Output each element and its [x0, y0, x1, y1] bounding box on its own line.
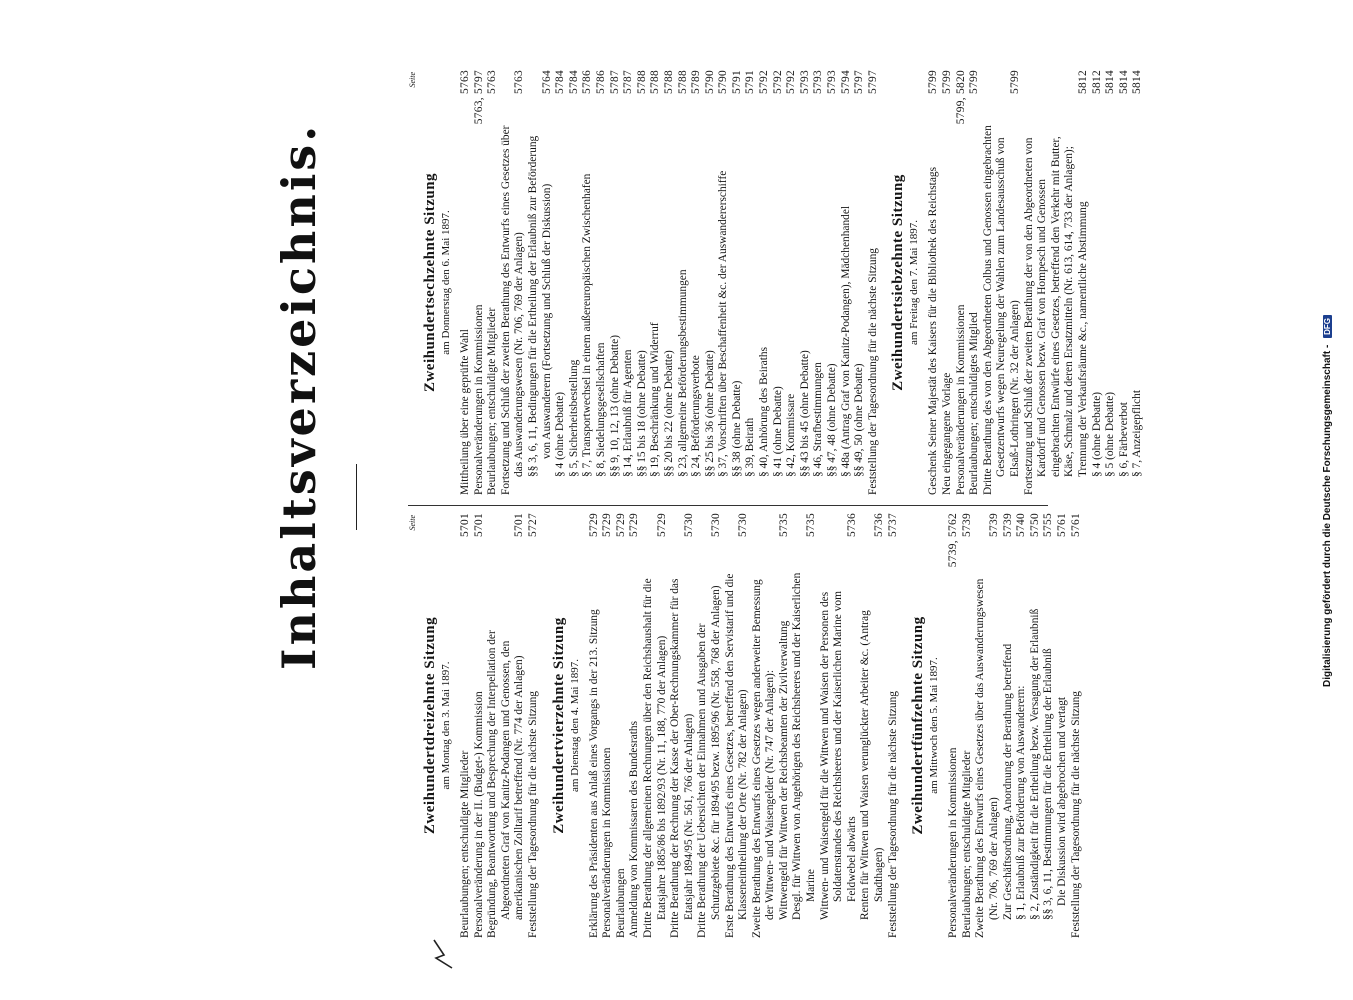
entry-text: Zur Geschäftsordnung, Anordnung der Berathung betreffend — [1001, 643, 1014, 920]
session-title: Zweihundertsiebzehnte Sitzung — [890, 174, 907, 391]
entry-page-number: 5736 — [845, 513, 858, 537]
entry-page-number: 5794 — [839, 70, 852, 94]
toc-entry — [628, 513, 642, 938]
entry-page-number: 5791 — [730, 70, 743, 94]
entry-text: Personalveränderung in der II. (Budget-) Kommission — [472, 691, 485, 938]
entry-page-number: 5737 — [886, 513, 899, 537]
entry-page-number: 5740 — [1015, 513, 1028, 537]
entry-text: § 37, Vorschriften über Beschaffenheit &c. der Auswandererschiffe — [717, 170, 730, 477]
entry-page-number: 5736 — [873, 513, 886, 537]
entry-text: Neu eingegangene Vorlage — [941, 372, 953, 495]
session-date: am Dienstag den 4. Mai 1897. — [568, 659, 581, 792]
footer-text: Digitalisierung gefördert durch die Deutsche Forschungsgemeinschaft - — [1322, 344, 1333, 687]
entry-page-number: 5814 — [1104, 70, 1117, 94]
toc-entry — [731, 70, 745, 495]
entry-text: § 19, Beschränkung und Widerruf — [649, 322, 662, 477]
entry-page-number: 5763 — [513, 70, 526, 94]
entry-text: Erklärung des Präsidenten aus Anlaß eines Vorgangs in der 213. Sitzung — [587, 609, 600, 938]
session-title: Zweihundertfünfzehnte Sitzung — [910, 616, 927, 835]
entry-text: §§ 15 bis 18 (ohne Debatte) — [635, 350, 648, 477]
entry-page-number: 5812 — [1090, 70, 1103, 94]
toc-entry — [609, 70, 623, 495]
entry-page-number: 5789 — [690, 70, 703, 94]
entry-text: Anmeldung von Kommissaren des Bundesraths — [628, 720, 641, 938]
entry-text: Dritte Berathung der Uebersichten der Einnahmen und Ausgaben der Schutzgebiete &c. für 1894/95 bezw. 1895/96 (Nr. 558, 768 der Anlagen) — [696, 585, 722, 938]
toc-entry — [961, 513, 975, 938]
entry-text: § 8, Siedelungsgesellschaften — [594, 342, 607, 477]
entry-text: §§ 25 bis 36 (ohne Debatte) — [703, 350, 716, 477]
toc-entry — [947, 513, 961, 938]
entry-text: §§ 47, 48 (ohne Debatte) — [826, 363, 839, 477]
toc-entry — [941, 70, 955, 495]
entry-text: § 4 (ohne Debatte) — [554, 391, 567, 477]
entry-page-number: 5792 — [785, 70, 798, 94]
entry-text: §§ 3, 6, 11, Bestimmungen für die Ertheilung der Erlaubniß — [1042, 648, 1055, 920]
entry-page-number: 5729 — [655, 513, 668, 537]
entry-text: § 42, Kommissare — [785, 393, 798, 477]
toc-entry — [473, 513, 487, 938]
toc-entry — [649, 70, 663, 495]
entry-page-number: 5788 — [662, 70, 675, 94]
entry-page-number: 5729 — [628, 513, 641, 537]
entry-page-number: 5729 — [587, 513, 600, 537]
toc-entry — [1029, 513, 1043, 938]
session-date: am Freitag den 7. Mai 1897. — [908, 220, 921, 345]
entry-page-number: 5764 — [540, 70, 553, 94]
toc-entry — [744, 70, 758, 495]
toc-entry — [486, 513, 527, 938]
entry-page-number: 5727 — [526, 513, 539, 537]
entry-text: Fortsetzung und Schluß der zweiten Berathung der von den Abgeordneten von Kardorff und Genossen bezw. Graf von Hompesch und Genossen eingebrachten Entwürfe eines Gesetzes, betreffend den Verkehr mit Butter, Käse, Schmalz und deren Ersatzmitteln (Nr. 613, 614, 733 der Anlagen); Trennung der Verkaufsräume &c., namentliche Abstimmung — [1022, 136, 1089, 495]
entry-text: Feststellung der Tagesordnung für die nächste Sitzung — [1069, 690, 1082, 938]
left-column — [408, 513, 1092, 938]
session-date: am Donnerstag den 6. Mai 1897. — [440, 210, 452, 355]
toc-entry — [1015, 513, 1029, 938]
entry-text: § 7, Anzeigepflicht — [1131, 390, 1144, 477]
entry-text: § 48a (Antrag Graf von Kanitz-Podangen), Mädchenhandel — [839, 205, 852, 477]
pencil-mark-icon — [430, 936, 456, 972]
toc-entry — [819, 513, 860, 938]
toc-entry — [799, 70, 813, 495]
toc-entry — [677, 70, 691, 495]
session-block — [421, 70, 880, 495]
entry-page-number: 5761 — [1055, 513, 1068, 537]
toc-entry — [1023, 70, 1091, 495]
entry-text: §§ 43 bis 45 (ohne Debatte) — [798, 350, 811, 477]
right-column — [408, 70, 1154, 495]
session-title: Zweihundertvierzehnte Sitzung — [550, 617, 567, 834]
entry-page-number: 5797 — [866, 70, 879, 94]
toc-entry — [785, 70, 799, 495]
entry-text: Wittwengeld für Wittwen der Reichsbeamten der Zivilverwaltung — [777, 620, 790, 920]
toc-entry — [955, 70, 969, 495]
entry-page-number: 5799 — [941, 70, 953, 94]
entry-page-number: 5784 — [554, 70, 567, 94]
entry-page-number: 5790 — [703, 70, 716, 94]
entry-text: Die Diskussion wird abgebrochen und vertagt — [1055, 696, 1068, 906]
entry-text: Renten für Wittwen und Waisen verunglückter Arbeiter &c. (Antrag Stadthagen) — [859, 610, 886, 920]
toc-entry — [1131, 70, 1145, 495]
entry-text: § 14, Erlaubniß für Agenten — [622, 349, 635, 477]
toc-entry — [554, 70, 568, 495]
toc-entry — [758, 70, 772, 495]
toc-entry — [473, 70, 487, 495]
entry-text: Mittheilung über eine geprüfte Wahl — [459, 329, 471, 495]
toc-entry — [595, 70, 609, 495]
session-block — [550, 513, 901, 938]
entry-page-number: 5788 — [649, 70, 662, 94]
toc-entry — [982, 70, 1023, 495]
entry-page-number: 5730 — [682, 513, 695, 537]
entry-text: Dritte Berathung des von den Abgeordneten Colbus und Genossen eingebrachten Gesetzentwurfs wegen Neuregelung der Wahlen zum Landesausschuß von Elsaß-Lothringen (Nr. 32 der Anlagen) — [981, 125, 1021, 495]
toc-entry — [1091, 70, 1105, 495]
entry-text: Beurlaubungen; entschuldigte Mitglieder — [486, 307, 499, 495]
toc-entry — [791, 513, 818, 938]
toc-entry — [1002, 513, 1016, 938]
toc-entry — [859, 513, 886, 938]
toc-entry — [778, 513, 792, 938]
entry-text: § 41 (ohne Debatte) — [771, 386, 784, 477]
entry-page-number: 5701 — [472, 513, 485, 537]
entry-page-number: 5729 — [614, 513, 627, 537]
entry-page-number: 5750 — [1028, 513, 1041, 537]
toc-entry — [669, 513, 696, 938]
entry-text: Geschenk Seiner Majestät des Kaisers für die Bibliothek des Reichstags — [927, 166, 940, 495]
session-date: am Mittwoch den 5. Mai 1897. — [928, 657, 941, 794]
entry-text: § 46, Strafbestimmungen — [812, 362, 825, 477]
entry-page-number: 5797 — [853, 70, 866, 94]
entry-page-number: 5787 — [608, 70, 621, 94]
entry-page-number: 5739 — [988, 513, 1000, 537]
toc-entry — [867, 70, 881, 495]
entry-page-number: 5729 — [601, 513, 614, 537]
session-block — [909, 513, 1083, 938]
entry-page-number: 5739, 5762 — [947, 513, 960, 568]
entry-text: Dritte Berathung der allgemeinen Rechnungen über den Reichshaushalt für die Etatsjahre 1885/86 bis 1892/93 (Nr. 11, 188, 770 der Anlagen) — [641, 578, 668, 938]
entry-page-number: 5755 — [1042, 513, 1055, 537]
toc-entry — [812, 70, 826, 495]
entry-page-number: 5735 — [777, 513, 790, 537]
dfg-logo: DFG — [1323, 315, 1332, 338]
entry-text: § 39, Beirath — [744, 417, 757, 477]
toc-entry — [927, 70, 941, 495]
toc-entry — [690, 70, 704, 495]
entry-page-number: 5812 — [1076, 70, 1089, 94]
toc-entry — [1104, 70, 1118, 495]
toc-entry — [486, 70, 500, 495]
entry-text: Feststellung der Tagesordnung für die nächste Sitzung — [866, 247, 879, 495]
toc-entry — [601, 513, 615, 938]
entry-page-number: 5730 — [737, 513, 750, 537]
entry-page-number: 5739 — [1001, 513, 1014, 537]
toc-entry — [459, 70, 473, 495]
entry-text: § 23, allgemeine Beförderungsbestimmungen — [676, 269, 689, 477]
entry-page-number: 5787 — [622, 70, 635, 94]
toc-entry — [1070, 513, 1084, 938]
entry-text: Beurlaubungen; entschuldigtes Mitglied — [968, 312, 981, 495]
toc-entry — [840, 70, 854, 495]
toc-entry — [459, 513, 473, 938]
entry-text: § 7, Transportwechsel in einem außereuropäischen Zwischenhafen — [581, 173, 594, 477]
session-title: Zweihundertsechzehnte Sitzung — [422, 172, 438, 393]
entry-text: Fortsetzung und Schluß der zweiten Berathung des Entwurfs eines Gesetzes über das Auswanderungswesen (Nr. 706, 769 der Anlagen) — [499, 125, 526, 495]
entry-text: Personalveränderungen in Kommissionen — [947, 747, 960, 938]
toc-entry — [696, 513, 723, 938]
entry-page-number: 5791 — [744, 70, 757, 94]
entry-text: Personalveränderungen in Kommissionen — [601, 747, 614, 938]
entry-page-number: 5786 — [581, 70, 594, 94]
entry-page-number: 5735 — [805, 513, 818, 537]
entry-text: Dritte Berathung der Rechnung der Kasse der Ober-Rechnungskammer für das Etatsjahr 1894/95 (Nr. 561, 766 der Anlagen) — [669, 578, 695, 938]
entry-page-number: 5784 — [567, 70, 580, 94]
entry-page-number: 5730 — [709, 513, 722, 537]
toc-entry — [588, 513, 602, 938]
entry-page-number: 5799, 5820 — [954, 70, 967, 125]
entry-text: Beurlaubungen; entschuldigte Mitglieder — [960, 750, 973, 938]
toc-entry — [642, 513, 669, 938]
session-block — [421, 513, 541, 938]
toc-entry — [581, 70, 595, 495]
toc-entry — [1056, 513, 1070, 938]
toc-entry — [615, 513, 629, 938]
toc-entry — [704, 70, 718, 495]
entry-text: §§ 9, 10, 12, 13 (ohne Debatte) — [608, 334, 621, 477]
entry-page-number: 5701 — [513, 513, 526, 537]
entry-page-number: 5763, 5797 — [472, 70, 485, 125]
entry-text: § 1, Erlaubniß zur Beförderung von Auswanderern: — [1015, 685, 1028, 920]
entry-text: §§ 3, 6, 11, Bedingungen für die Ertheilung der Erlaubniß zur Beförderung von Auswanderern (Fortsetzung und Schluß der Diskussion) — [526, 135, 553, 477]
entry-page-number: 5739 — [960, 513, 973, 537]
entry-text: Erste Berathung des Entwurfs eines Gesetzes, betreffend den Servistarif und die Klasseneintheilung der Orte (Nr. 782 der Anlagen) — [723, 573, 750, 938]
entry-text: § 24, Beförderungsverbote — [690, 355, 703, 477]
entry-text: § 2, Zuständigkeit für die Ertheilung bezw. Versagung der Erlaubniß — [1028, 608, 1041, 920]
entry-text: Desgl. für Wittwen von Angehörigen des Reichsheeres und der Kaiserlichen Marine — [791, 572, 818, 920]
toc-entry — [500, 70, 527, 495]
entry-text: Feststellung der Tagesordnung für die nächste Sitzung — [526, 690, 539, 938]
entry-page-number: 5786 — [594, 70, 607, 94]
toc-entry — [1118, 70, 1132, 495]
entry-page-number: 5790 — [717, 70, 730, 94]
entry-page-number: 5799 — [968, 70, 981, 94]
toc-entry — [717, 70, 731, 495]
entry-text: Begründung, Beantwortung und Besprechung der Interpellation der Abgeordneten Graf von Kanitz-Podangen und Genossen, den amerikanischen Zolltarif betreffend (Nr. 774 der Anlagen) — [486, 630, 526, 938]
entry-text: Personalveränderungen in Kommissionen — [954, 304, 967, 495]
entry-text: Personalveränderungen in Kommissionen — [472, 304, 485, 495]
page-title: Inhaltsverzeichnis. — [272, 122, 326, 670]
entry-text: §§ 49, 50 (ohne Debatte) — [853, 363, 866, 477]
entry-text: Zweite Berathung des Entwurfs eines Gesetzes wegen anderweiter Bemessung der Wittwen- und Waisengelder (Nr. 747 der Anlagen): — [750, 579, 777, 938]
entry-text: §§ 20 bis 22 (ohne Debatte) — [662, 350, 675, 477]
seite-header: Seite — [408, 515, 417, 531]
toc-entry — [968, 70, 982, 495]
toc-entry — [527, 70, 554, 495]
entry-page-number: 5701 — [459, 513, 471, 537]
entry-page-number: 5814 — [1117, 70, 1130, 94]
entry-page-number: 5793 — [812, 70, 825, 94]
entry-page-number: 5763 — [486, 70, 499, 94]
title-rule — [356, 464, 357, 530]
toc-entry — [887, 513, 901, 938]
entry-page-number: 5788 — [676, 70, 689, 94]
entry-page-number: 5814 — [1131, 70, 1144, 94]
digitization-footer — [1322, 26, 1333, 976]
entry-page-number: 5792 — [771, 70, 784, 94]
toc-entry — [724, 513, 751, 938]
entry-text: § 4 (ohne Debatte) — [1090, 391, 1103, 477]
seite-header: Seite — [408, 72, 417, 88]
column-divider — [408, 505, 1048, 506]
entry-text: § 6, Färbeverbot — [1117, 402, 1130, 477]
toc-entry — [826, 70, 840, 495]
entry-page-number: 5793 — [798, 70, 811, 94]
entry-page-number: 5799 — [1008, 70, 1021, 94]
entry-text: Beurlaubungen — [614, 868, 627, 938]
toc-entry — [636, 70, 650, 495]
entry-text: § 5, Sicherheitsbestellung — [567, 359, 580, 477]
entry-page-number: 5761 — [1069, 513, 1082, 537]
entry-text: Feststellung der Tagesordnung für die nächste Sitzung — [886, 690, 899, 938]
toc-entry — [1042, 513, 1056, 938]
toc-entry — [853, 70, 867, 495]
entry-page-number: 5788 — [635, 70, 648, 94]
session-block — [889, 70, 1145, 495]
toc-entry — [622, 70, 636, 495]
entry-text: Wittwen- und Waisengeld für die Wittwen und Waisen der Personen des Soldatenstandes des Reichsheeres und der Kaiserlichen Marine vom Feldwebel abwärts — [818, 591, 858, 920]
entry-text: §§ 38 (ohne Debatte) — [730, 380, 743, 477]
entry-text: § 40, Anhörung des Beiraths — [758, 346, 771, 477]
entry-text: Zweite Berathung des Entwurfs eines Gesetzes über das Auswanderungswesen (Nr. 706, 769 der Anlagen) — [974, 578, 1000, 938]
toc-entry — [663, 70, 677, 495]
entry-text: Beurlaubungen; entschuldigte Mitglieder — [459, 750, 471, 938]
toc-entry — [527, 513, 541, 938]
entry-text: § 5 (ohne Debatte) — [1104, 391, 1117, 477]
entry-page-number: 5792 — [758, 70, 771, 94]
toc-entry — [772, 70, 786, 495]
entry-page-number: 5793 — [826, 70, 839, 94]
session-date: am Montag den 3. Mai 1897. — [440, 661, 452, 790]
entry-page-number: 5799 — [927, 70, 940, 94]
session-title: Zweihundertdreizehnte Sitzung — [422, 616, 438, 835]
toc-entry — [751, 513, 778, 938]
entry-page-number: 5763 — [459, 70, 471, 94]
toc-entry — [974, 513, 1001, 938]
toc-entry — [568, 70, 582, 495]
